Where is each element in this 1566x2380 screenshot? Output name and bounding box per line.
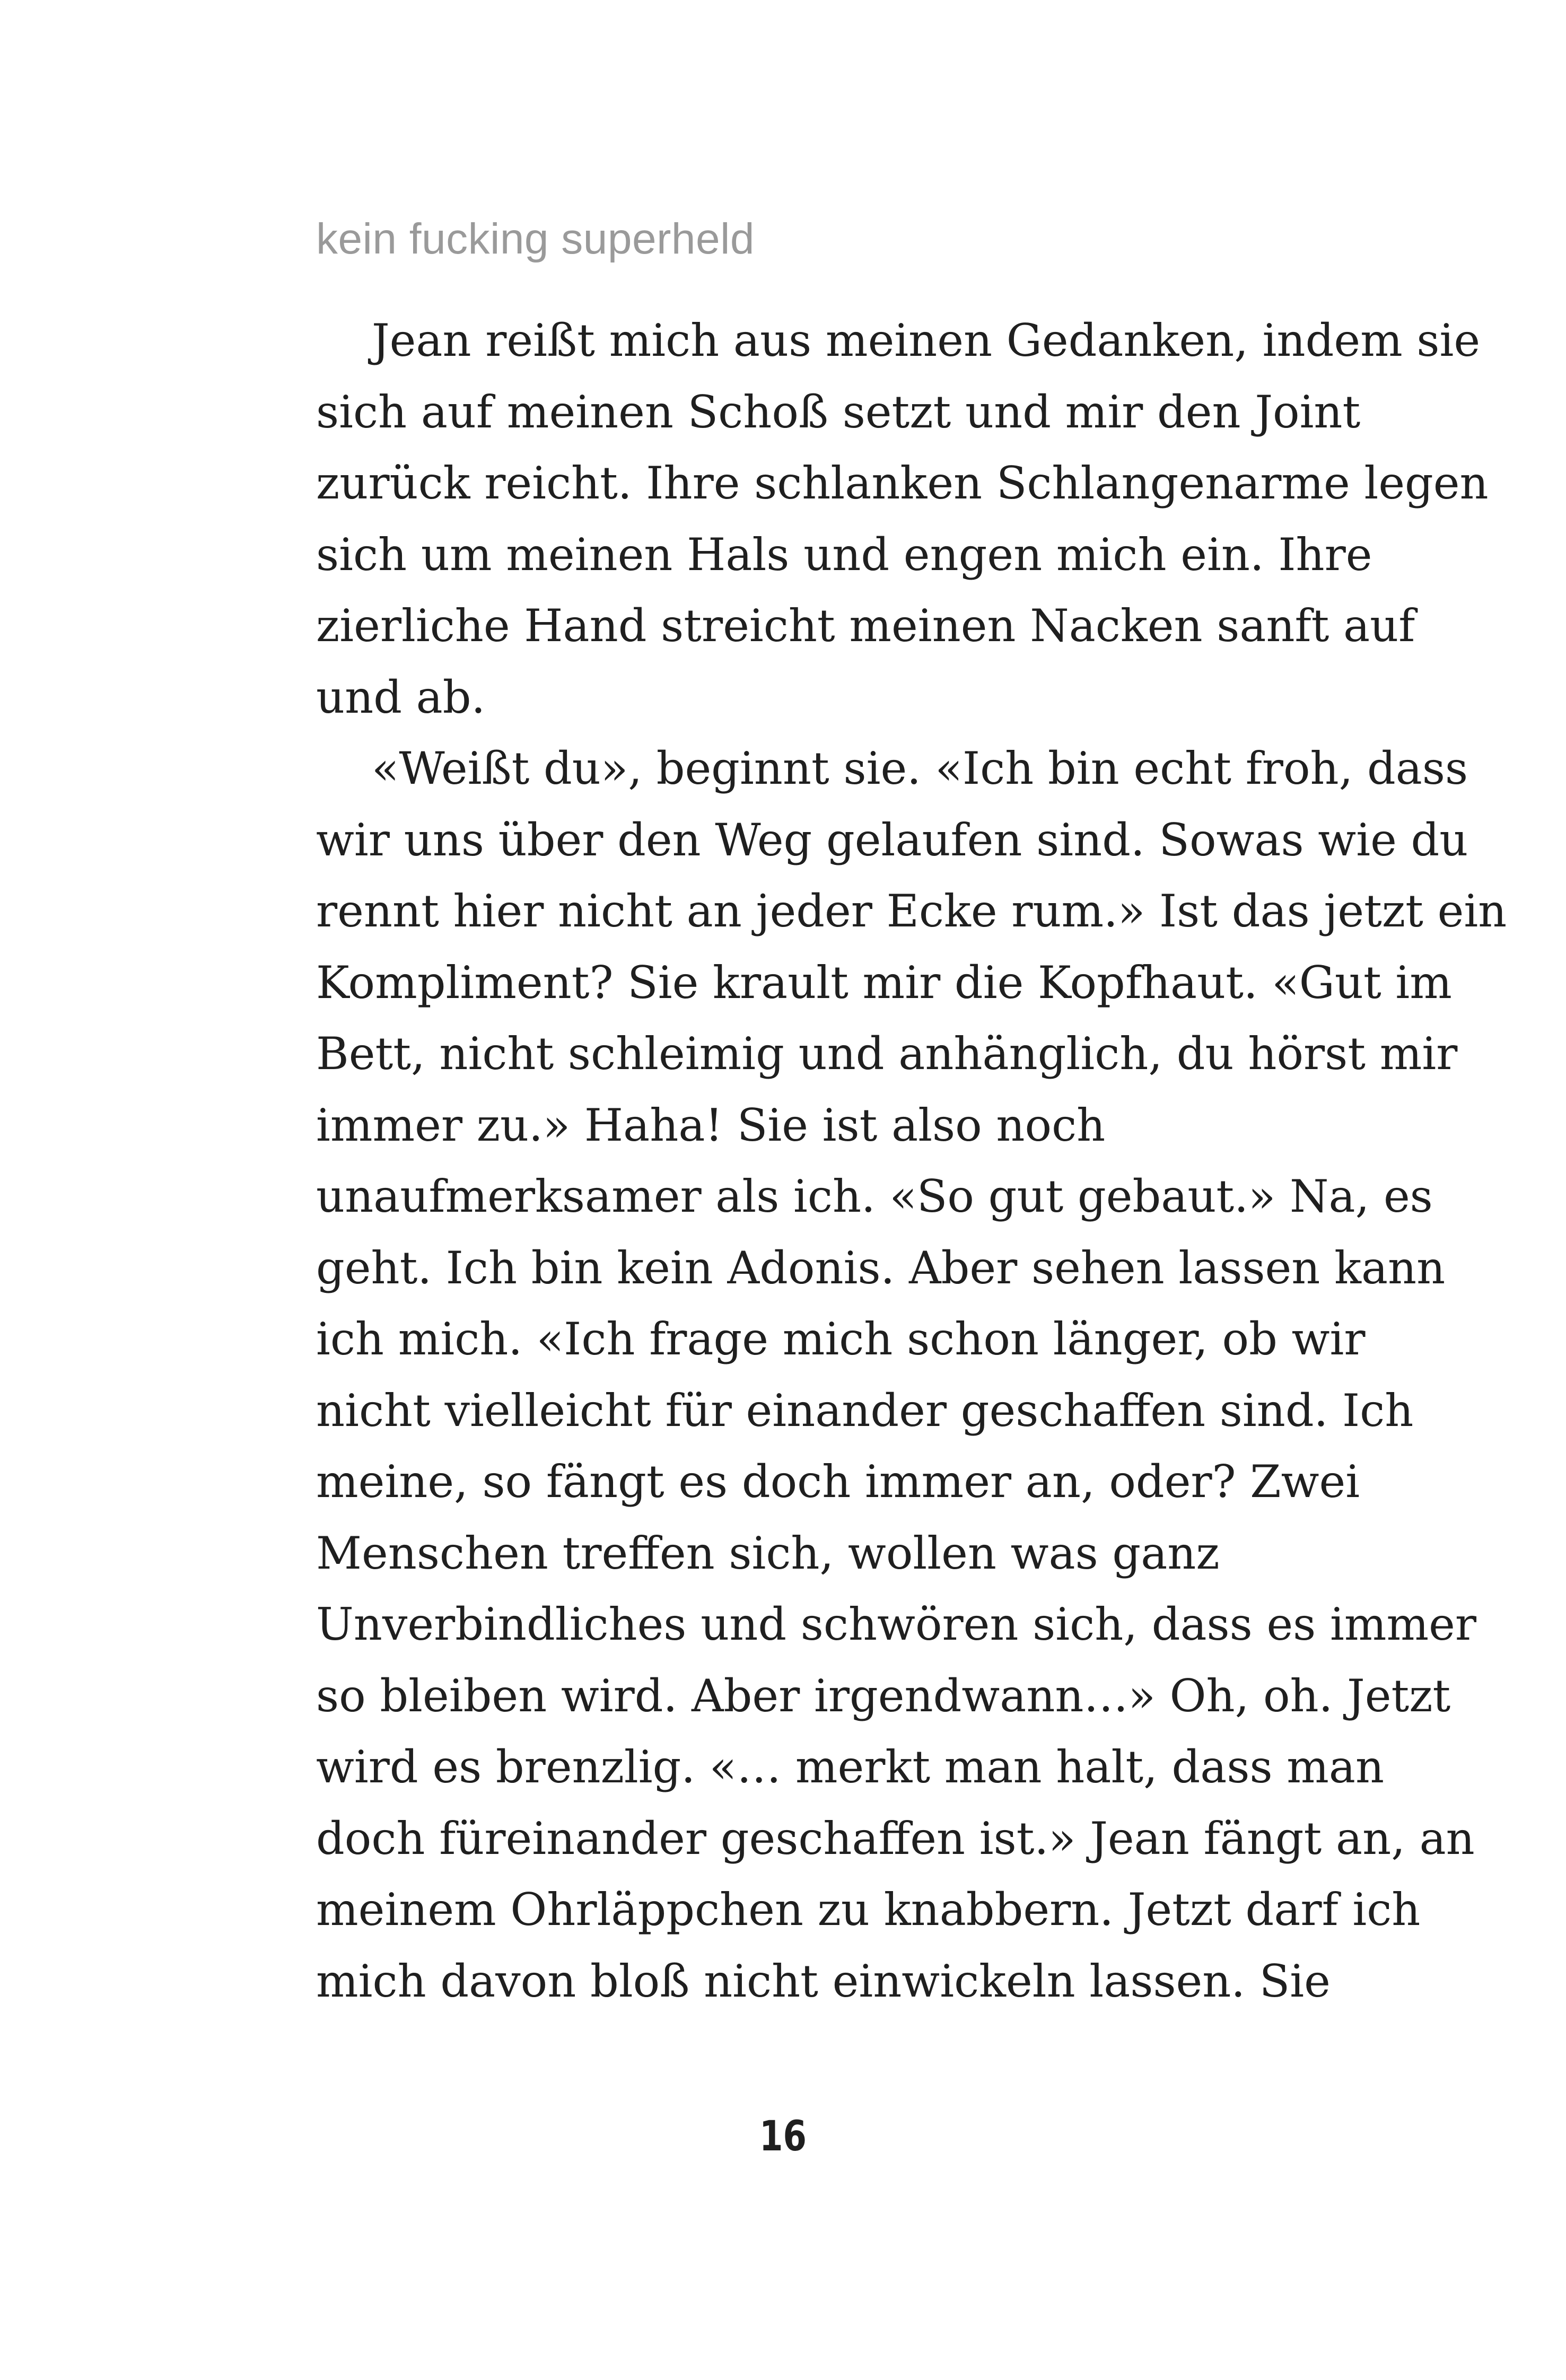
text-line: «Weißt du», beginnt sie. «Ich bin echt froh, dass — [372, 742, 1468, 794]
text-line: rennt hier nicht an jeder Ecke rum.» Ist das jetzt ein — [316, 885, 1507, 937]
paragraph — [316, 733, 1507, 2017]
text-line: meine, so fängt es doch immer an, oder? Zwei — [316, 1456, 1360, 1508]
text-line: und ab. — [316, 671, 486, 723]
text-line: Kompliment? Sie krault mir die Kopfhaut. «Gut im — [316, 956, 1452, 1009]
text-line: meinem Ohrläppchen zu knabbern. Jetzt darf ich — [316, 1884, 1421, 1936]
text-line: Unverbindliches und schwören sich, dass es immer — [316, 1598, 1477, 1650]
body-text — [316, 305, 1507, 2017]
text-line: sich um meinen Hals und engen mich ein. Ihre — [316, 528, 1372, 581]
text-line: doch füreinander geschaffen ist.» Jean fängt an, an — [316, 1812, 1475, 1865]
text-line: ich mich. «Ich frage mich schon länger, ob wir — [316, 1313, 1366, 1365]
text-line: wir uns über den Weg gelaufen sind. Sowas wie du — [316, 813, 1468, 866]
text-line: mich davon bloß nicht einwickeln lassen. Sie — [316, 1955, 1331, 2007]
text-line: unaufmerksamer als ich. «So gut gebaut.» Na, es — [316, 1170, 1433, 1222]
text-line: nicht vielleicht für einander geschaffen sind. Ich — [316, 1384, 1414, 1437]
text-line: geht. Ich bin kein Adonis. Aber sehen lassen kann — [316, 1241, 1446, 1294]
text-line: so bleiben wird. Aber irgendwann…» Oh, oh. Jetzt — [316, 1669, 1451, 1722]
text-line: zurück reicht. Ihre schlanken Schlangenarme legen — [316, 457, 1489, 509]
page-number: 16 — [759, 2113, 807, 2160]
text-line: zierliche Hand streicht meinen Nacken sanft auf — [316, 600, 1415, 652]
text-line: immer zu.» Haha! Sie ist also noch — [316, 1099, 1106, 1151]
text-line: Bett, nicht schleimig und anhänglich, du hörst mir — [316, 1028, 1458, 1080]
running-header: kein fucking superheld — [316, 215, 755, 263]
text-line: Menschen treffen sich, wollen was ganz — [316, 1527, 1220, 1579]
text-line: sich auf meinen Schoß setzt und mir den Joint — [316, 386, 1361, 438]
text-line: Jean reißt mich aus meinen Gedanken, indem sie — [372, 314, 1481, 366]
paragraph — [316, 305, 1489, 733]
text-line: wird es brenzlig. «… merkt man halt, dass man — [316, 1741, 1385, 1793]
